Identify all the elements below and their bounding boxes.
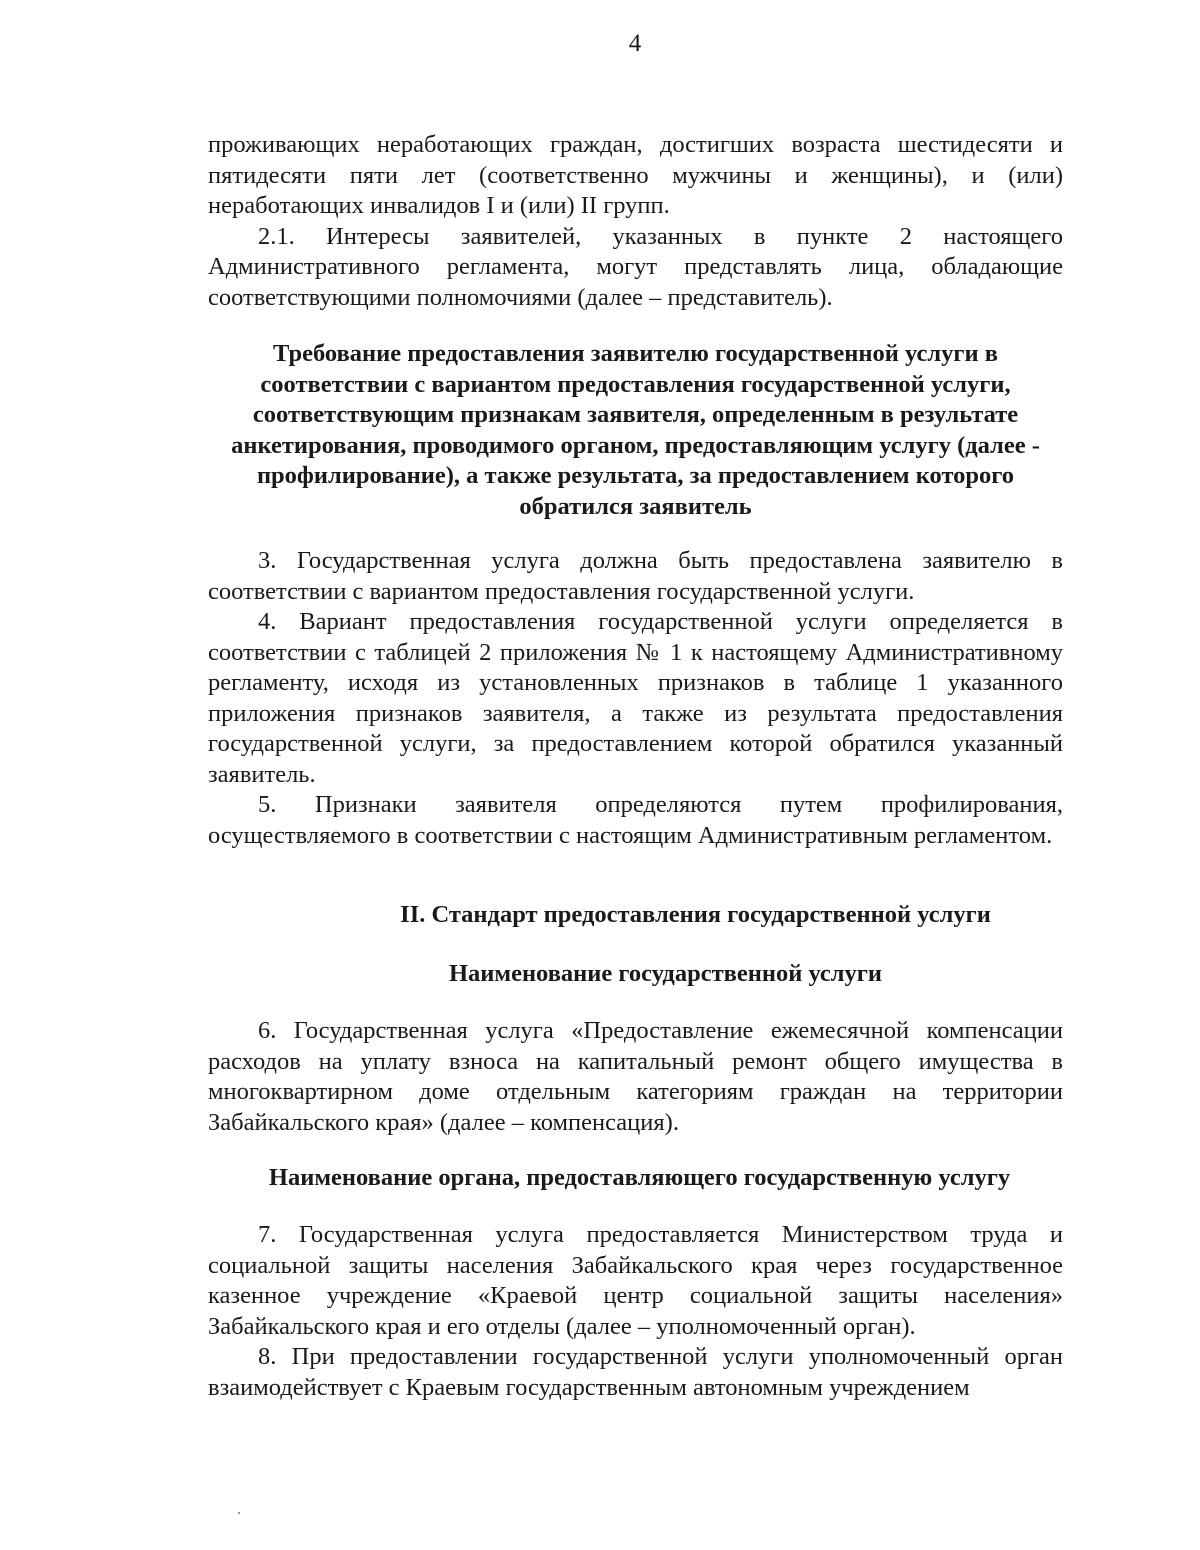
paragraph-8: 8. При предоставлении государственной услуги уполномоченный орган взаимодействует с Краевым государственным автономным учреждением (208, 1343, 1063, 1401)
body-heading: Наименование органа, предоставляющего государственную услугу (268, 1164, 1011, 1191)
scan-speck (238, 1512, 240, 1514)
paragraph-3: 3. Государственная услуга должна быть предоставлена заявителю в соответствии с вариантом предоставления государственной услуги. (208, 547, 1063, 605)
intro-text (208, 130, 1063, 313)
body-text (208, 1220, 1063, 1403)
paragraph-4: 4. Вариант предоставления государственной услуги определяется в соответствии с таблицей 2 приложения № 1 к настоящему Административному регламенту, исходя из установленных признаков в таблице 1 указанного приложения признаков заявителя, а также из результата предоставления государственной услуги, за предоставлением которой обратился указанный заявитель. (208, 608, 1063, 788)
paragraph-5: 5. Признаки заявителя определяются путем профилирования, осуществляемого в соответствии с настоящим Административным регламентом. (208, 791, 1063, 849)
standard-section-heading: II. Стандарт предоставления государственной услуги (400, 901, 991, 928)
paragraph-2-1: 2.1. Интересы заявителей, указанных в пункте 2 настоящего Административного регламента, могут представлять лица, обладающие соответствующими полномочиями (далее – представитель). (208, 222, 1063, 311)
service-name-text (208, 1016, 1063, 1138)
intro-continuation-paragraph: проживающих неработающих граждан, достигших возраста шестидесяти и пятидесяти пяти лет (соответственно мужчины и женщины), и (или) неработающих инвалидов I и (или) II групп. (208, 131, 1063, 219)
paragraph-7: 7. Государственная услуга предоставляется Министерством труда и социальной защиты населения Забайкальского края через государственное казенное учреждение «Краевой центр социальной защиты населения» Забайкальского края и его отделы (далее – уполномоченный орган). (208, 1221, 1063, 1340)
paragraph-6: 6. Государственная услуга «Предоставление ежемесячной компенсации расходов на уплату взноса на капитальный ремонт общего имущества в многоквартирном доме отдельным категориям граждан на территории Забайкальского края» (далее – компенсация). (208, 1017, 1063, 1136)
requirement-heading: Требование предоставления заявителю государственной услуги в соответствии с вариантом предоставления государственной услуги, соответствующим признакам заявителя, определенным в результате анкетирования, проводимого органом, предоставляющим услугу (далее - профилирование), а также результата, за предоставлением которого обратился заявитель (231, 340, 1040, 520)
page-number: 4 (628, 30, 642, 57)
service-name-heading: Наименование государственной услуги (448, 960, 883, 987)
requirement-text (208, 546, 1063, 851)
